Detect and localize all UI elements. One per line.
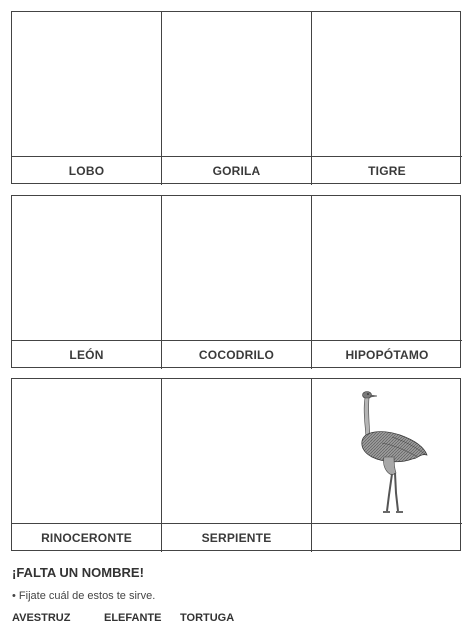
picture-cell-rinoceronte[interactable] (12, 379, 162, 524)
animal-grid-row-2 (11, 195, 461, 368)
label-leon: LEÓN (12, 341, 162, 369)
option-elefante[interactable]: ELEFANTE (104, 612, 162, 624)
animal-grid-row-1 (11, 11, 461, 184)
label-blank-answer[interactable] (312, 524, 462, 552)
picture-cell-hipopotamo[interactable] (312, 196, 462, 341)
picture-cell-leon[interactable] (12, 196, 162, 341)
word-options (12, 612, 234, 624)
label-rinoceronte: RINOCERONTE (12, 524, 162, 552)
hint-text: • Fijate cuál de estos te sirve. (12, 590, 156, 602)
animal-grid-row-3 (11, 378, 461, 551)
picture-cell-lobo[interactable] (12, 12, 162, 157)
picture-cell-tigre[interactable] (312, 12, 462, 157)
option-tortuga[interactable]: TORTUGA (180, 612, 235, 624)
picture-cell-ostrich (312, 379, 462, 524)
missing-name-title: ¡FALTA UN NOMBRE! (12, 565, 144, 580)
picture-cell-gorila[interactable] (162, 12, 312, 157)
picture-cell-cocodrilo[interactable] (162, 196, 312, 341)
label-gorila: GORILA (162, 157, 312, 185)
label-lobo: LOBO (12, 157, 162, 185)
label-cocodrilo: COCODRILO (162, 341, 312, 369)
label-serpiente: SERPIENTE (162, 524, 312, 552)
picture-cell-serpiente[interactable] (162, 379, 312, 524)
label-hipopotamo: HIPOPÓTAMO (345, 348, 429, 362)
option-avestruz[interactable]: AVESTRUZ (12, 612, 71, 624)
ostrich-illustration-icon (352, 385, 432, 521)
label-tigre: TIGRE (368, 164, 406, 178)
